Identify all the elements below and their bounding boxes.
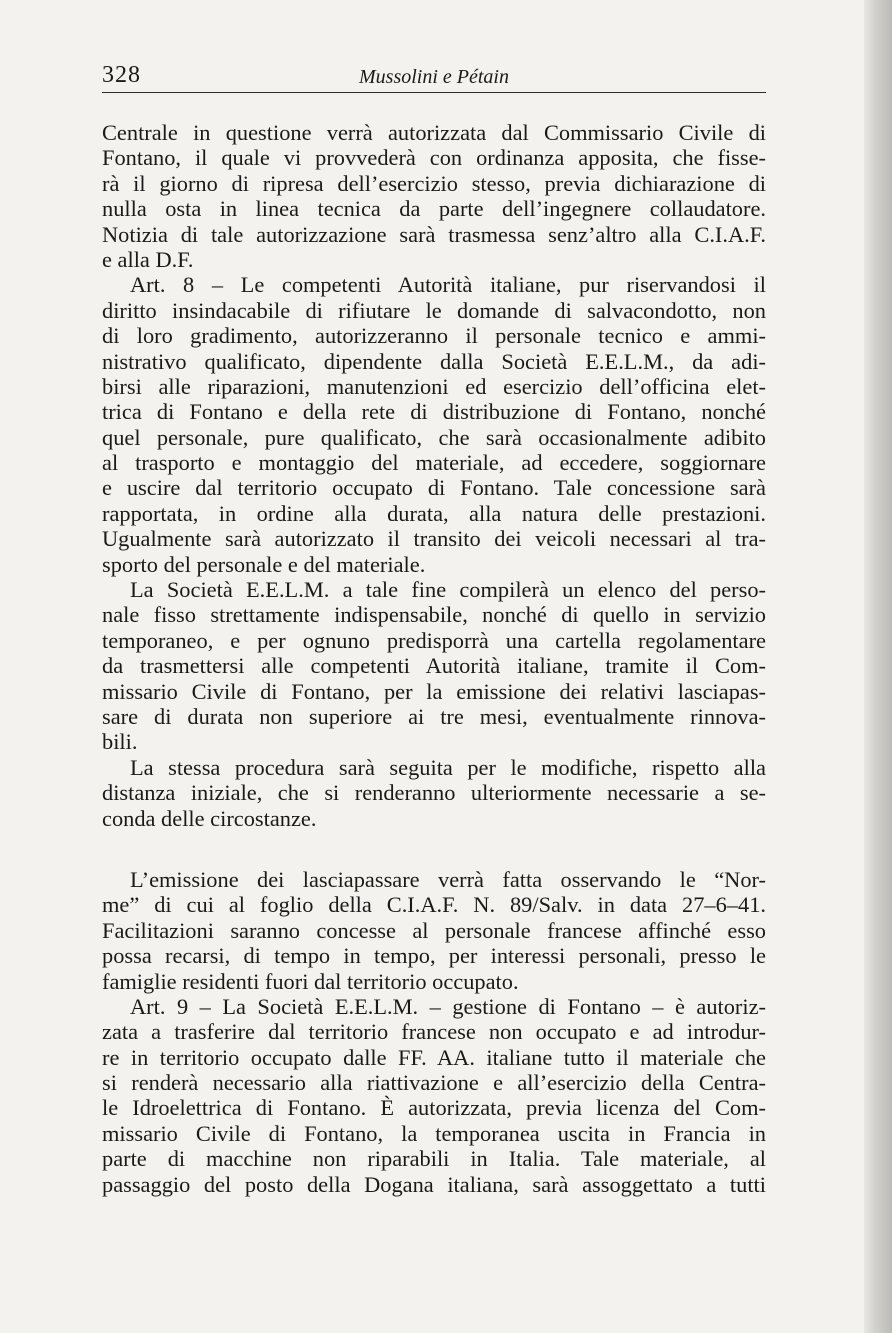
text-line: Ugualmente sarà autorizzato il transito dei veicoli necessari al tra- (102, 526, 766, 552)
text-line: missario Civile di Fontano, per la emissione dei relativi lasciapas- (102, 678, 766, 704)
text-line: si renderà necessario alla riattivazione e all’esercizio della Centra- (102, 1070, 766, 1096)
text-line: sporto del personale e del materiale. (102, 551, 426, 577)
text-line: passaggio del posto della Dogana italiana, sarà assoggettato a tutti (102, 1171, 766, 1197)
text-line: re in territorio occupato dalle FF. AA. italiane tutto il materiale che (102, 1044, 766, 1070)
text-line: sare di durata non superiore ai tre mesi, eventualmente rinnova- (102, 703, 766, 729)
text-line: temporaneo, e per ognuno predisporrà una cartella regolamentare (102, 627, 766, 653)
text-line: quel personale, pure qualificato, che sarà occasionalmente adibito (102, 424, 766, 450)
page-number: 328 (102, 62, 141, 88)
text-line: parte di macchine non riparabili in Italia. Tale materiale, al (102, 1146, 766, 1172)
paragraph (102, 120, 766, 272)
text-line: Centrale in questione verrà autorizzata dal Commissario Civile di (102, 120, 766, 145)
text-line: trica di Fontano e della rete di distribuzione di Fontano, nonché (102, 399, 766, 425)
text-line: Art. 9 – La Società E.E.L.M. – gestione di Fontano – è autoriz- (130, 993, 766, 1019)
page-edge-shadow (864, 0, 892, 1333)
text-line: Art. 8 – Le competenti Autorità italiane, pur riservandosi il (130, 272, 766, 298)
paragraph (102, 272, 766, 577)
text-line: bili. (102, 729, 138, 755)
text-line: e alla D.F. (102, 246, 194, 272)
page-body (102, 120, 766, 1197)
text-line: le Idroelettrica di Fontano. È autorizzata, previa licenza del Com- (102, 1095, 766, 1121)
text-line: me” di cui al foglio della C.I.A.F. N. 89/Salv. in data 27–6–41. (102, 892, 766, 918)
paragraph (102, 755, 766, 831)
text-line: zata a trasferire dal territorio francese non occupato e ad introdur- (102, 1019, 766, 1045)
text-line: Facilitazioni saranno concesse al personale francese affinché esso (102, 917, 766, 943)
running-title: Mussolini e Pétain (359, 66, 509, 88)
text-line: birsi alle riparazioni, manutenzioni ed esercizio dell’officina elet- (102, 373, 766, 399)
text-line: famiglie residenti fuori dal territorio occupato. (102, 968, 519, 994)
paragraph (102, 577, 766, 755)
text-line: Notizia di tale autorizzazione sarà trasmessa senz’altro alla C.I.A.F. (102, 221, 766, 247)
paragraph (102, 994, 766, 1197)
text-line: nulla osta in linea tecnica da parte dell’ingegnere collaudatore. (102, 196, 766, 222)
text-line: al trasporto e montaggio del materiale, ad eccedere, soggiornare (102, 450, 766, 476)
text-line: nale fisso strettamente indispensabile, nonché di quello in servizio (102, 602, 766, 628)
text-line: La Società E.E.L.M. a tale fine compilerà un elenco del perso- (130, 577, 766, 603)
text-line: diritto insindacabile di rifiutare le domande di salvacondotto, non (102, 297, 766, 323)
paragraph (102, 867, 766, 994)
text-line: distanza iniziale, che si renderanno ulteriormente necessarie a se- (102, 780, 766, 806)
text-line: nistrativo qualificato, dipendente dalla Società E.E.L.M., da adi- (102, 348, 766, 374)
text-line: missario Civile di Fontano, la temporanea uscita in Francia in (102, 1120, 766, 1146)
book-page (102, 58, 766, 1197)
paragraph-spacer (102, 831, 766, 867)
text-line: possa recarsi, di tempo in tempo, per interessi personali, presso le (102, 943, 766, 969)
text-line: conda delle circostanze. (102, 805, 317, 831)
text-line: rà il giorno di ripresa dell’esercizio stesso, previa dichiarazione di (102, 170, 766, 196)
text-line: Fontano, il quale vi provvederà con ordinanza apposita, che fisse- (102, 145, 766, 171)
text-line: rapportata, in ordine alla durata, alla natura delle prestazioni. (102, 500, 766, 526)
text-line: da trasmettersi alle competenti Autorità italiane, tramite il Com- (102, 653, 766, 679)
text-line: di loro gradimento, autorizzeranno il personale tecnico e ammi- (102, 323, 766, 349)
text-line: L’emissione dei lasciapassare verrà fatta osservando le “Nor- (130, 866, 766, 892)
text-line: La stessa procedura sarà seguita per le modifiche, rispetto alla (130, 754, 766, 780)
page-header (102, 58, 766, 93)
text-line: e uscire dal territorio occupato di Fontano. Tale concessione sarà (102, 475, 766, 501)
